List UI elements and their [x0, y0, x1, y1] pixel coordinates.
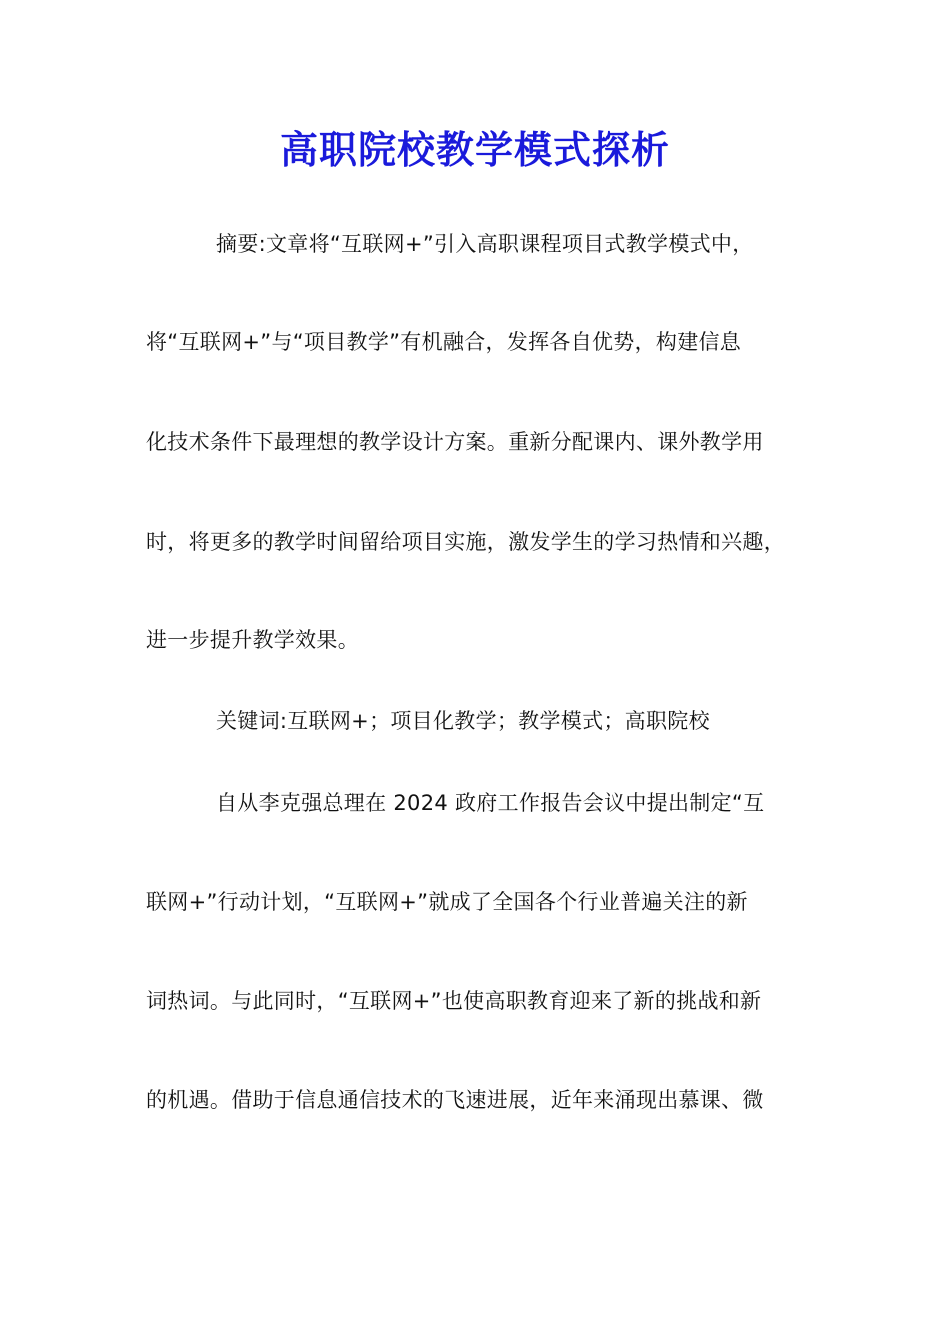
document-title: 高职院校教学模式探析 [279, 127, 670, 172]
abstract-line-1: 摘要:文章将“互联网+”引入高职课程项目式教学模式中， [216, 232, 754, 256]
body-line-1: 自从李克强总理在 2024 政府工作报告会议中提出制定“互 [216, 791, 765, 815]
body-line-3: 词热词。与此同时，“互联网+”也使高职教育迎来了新的挑战和新 [146, 989, 762, 1013]
body-line-2: 联网+”行动计划，“互联网+”就成了全国各个行业普遍关注的新 [146, 890, 748, 914]
keywords-line: 关键词:互联网+；项目化教学；教学模式；高职院校 [216, 709, 710, 733]
body-line-4: 的机遇。借助于信息通信技术的飞速进展，近年来涌现出慕课、微 [146, 1088, 764, 1112]
abstract-line-2: 将“互联网+”与“项目教学”有机融合，发挥各自优势，构建信息 [146, 330, 742, 354]
abstract-line-3: 化技术条件下最理想的教学设计方案。重新分配课内、课外教学用 [146, 430, 764, 454]
abstract-line-5: 进一步提升教学效果。 [146, 628, 359, 652]
abstract-line-4: 时，将更多的教学时间留给项目实施，激发学生的学习热情和兴趣， [146, 530, 785, 554]
